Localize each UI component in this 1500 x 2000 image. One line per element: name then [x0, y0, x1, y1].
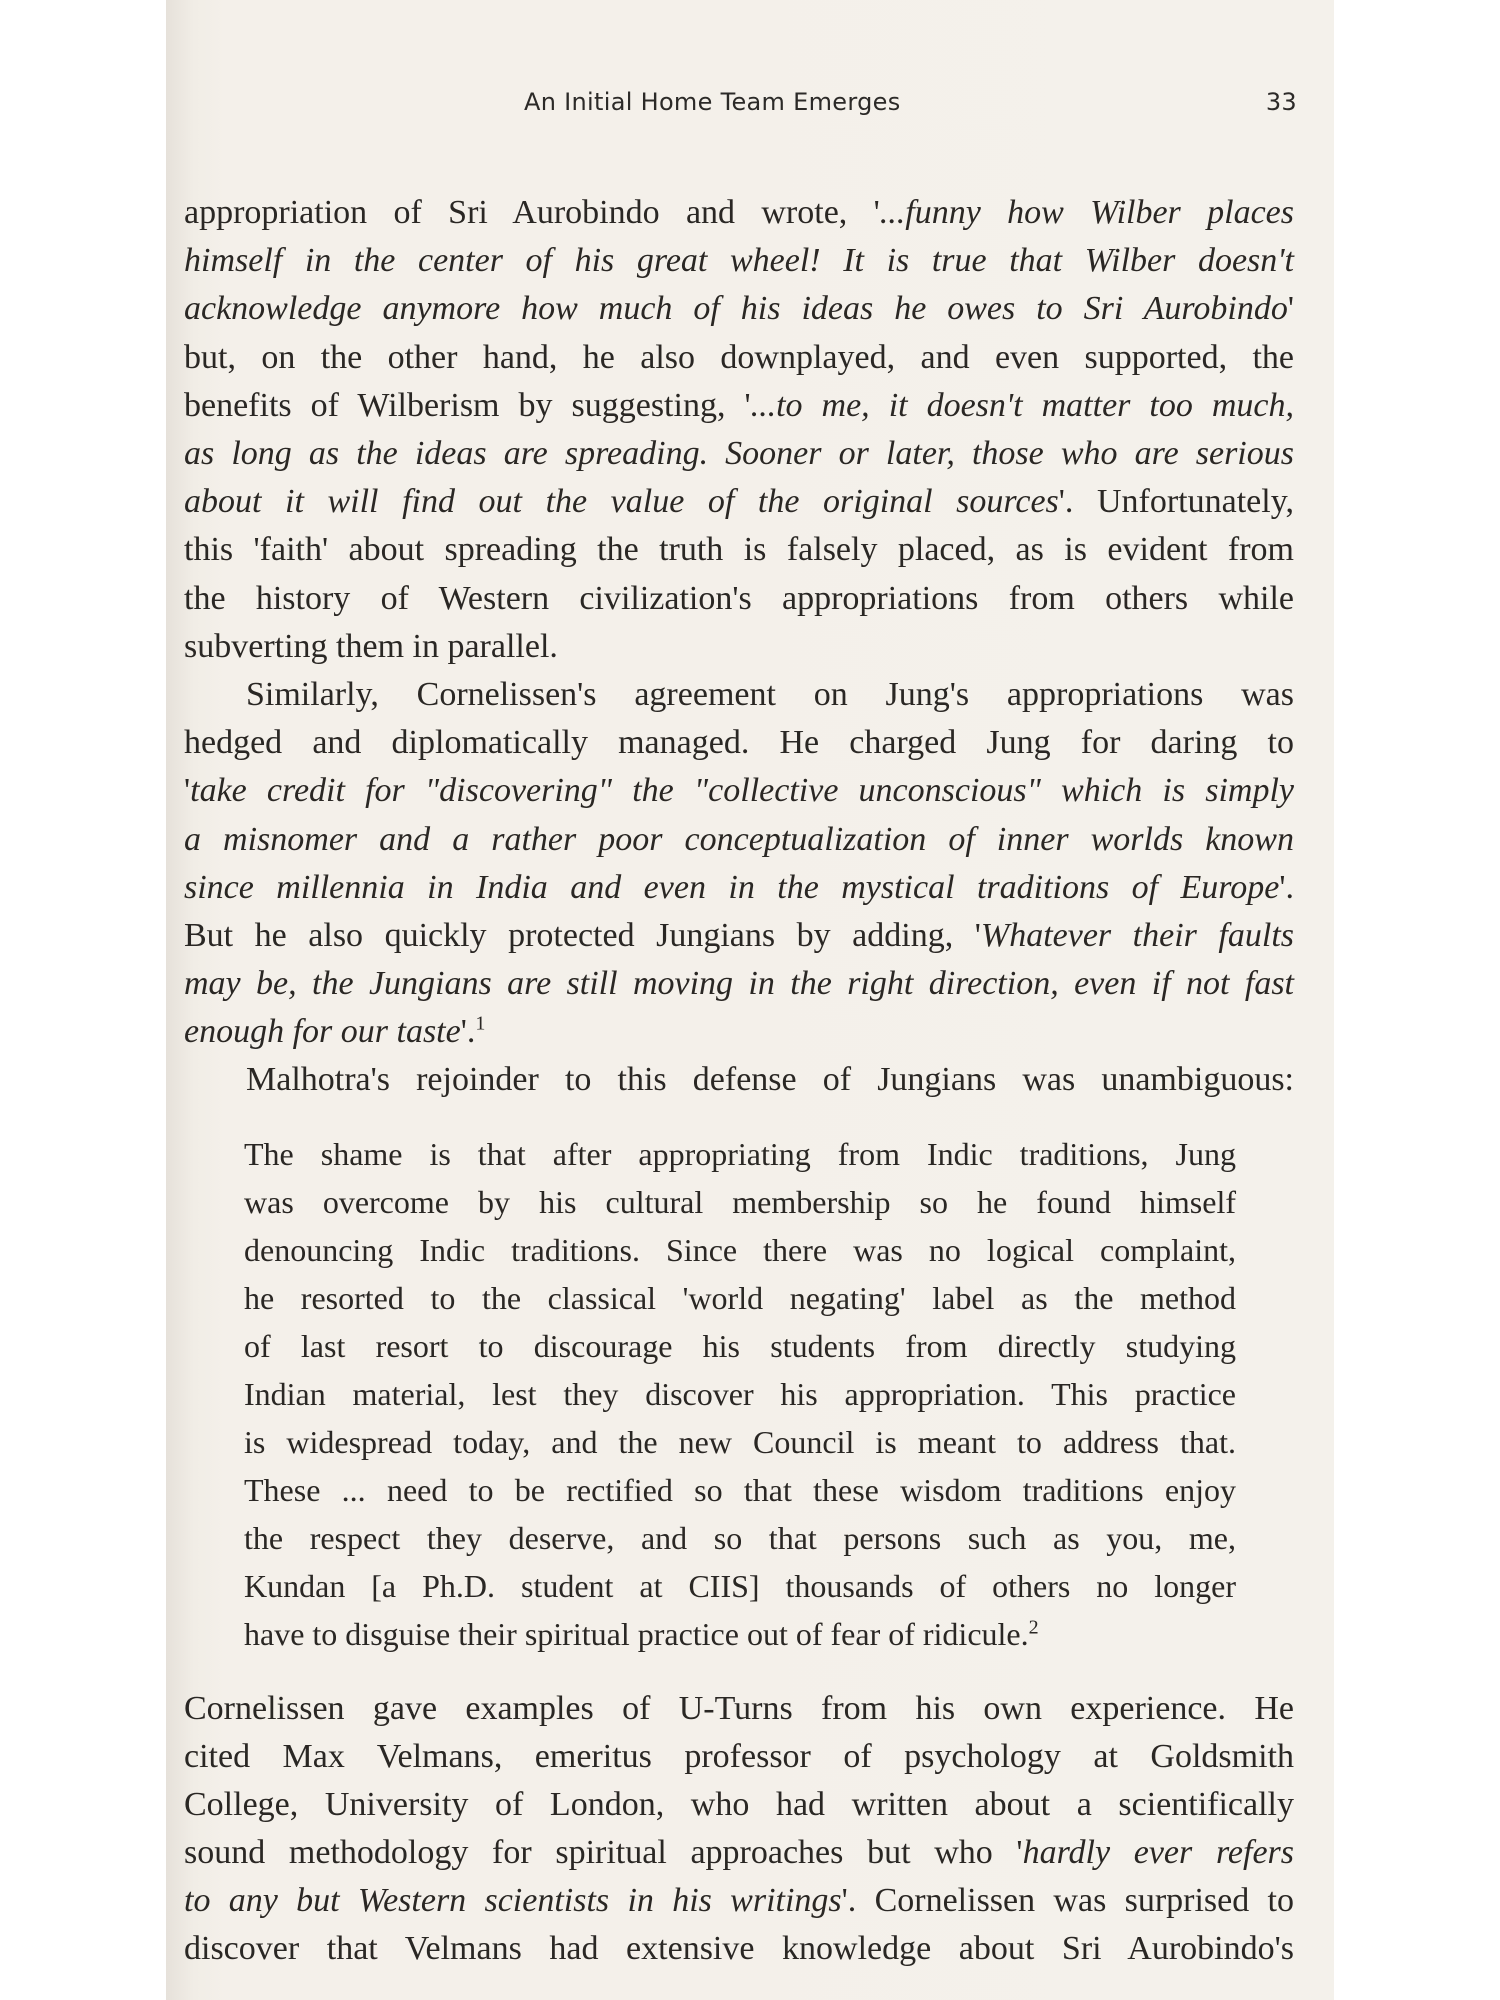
text-line	[184, 1829, 1294, 1877]
text-run: subverting them in parallel.	[184, 627, 558, 665]
text-run: Whatever their faults	[980, 917, 1294, 954]
text-line	[184, 285, 1294, 333]
text-run: '	[184, 772, 191, 810]
text-line	[184, 189, 1294, 237]
text-line	[244, 1226, 1236, 1274]
text-line	[184, 575, 1294, 623]
text-line	[244, 1514, 1236, 1562]
text-line	[184, 478, 1294, 526]
text-run: Malhotra's rejoinder to this defense of Jungians was unambiguous:	[246, 1061, 1294, 1098]
text-line	[184, 816, 1294, 864]
text-line	[184, 864, 1294, 912]
text-run: College, University of London, who had written about a scientifically	[184, 1786, 1294, 1823]
text-line	[184, 767, 1294, 815]
text-run: as long as the ideas are spreading. Sooner or later, those who are serious	[184, 435, 1294, 472]
text-line	[184, 237, 1294, 285]
text-line	[244, 1466, 1236, 1514]
page-number: 33	[1265, 88, 1297, 116]
text-run: he resorted to the classical 'world negating' label as the method	[244, 1280, 1236, 1316]
text-run: denouncing Indic traditions. Since there was no logical complaint,	[244, 1232, 1236, 1268]
text-line	[184, 912, 1294, 960]
text-run: of last resort to discourage his students from directly studying	[244, 1328, 1236, 1364]
text-line	[184, 526, 1294, 574]
book-page	[166, 0, 1334, 2000]
text-run: These ... need to be rectified so that these wisdom traditions enjoy	[244, 1472, 1236, 1508]
text-run: ...to me, it doesn't matter too much,	[750, 386, 1294, 424]
text-line	[184, 1008, 1294, 1056]
text-run: himself in the center of his great wheel! It is true that Wilber doesn't	[184, 242, 1294, 280]
text-run: '	[1287, 290, 1294, 328]
text-line	[244, 1562, 1236, 1610]
text-run: The shame is that after appropriating from Indic traditions, Jung	[244, 1136, 1236, 1172]
text-run: have to disguise their spiritual practice out of fear of ridicule.	[244, 1616, 1029, 1652]
text-run: a misnomer and a rather poor conceptualization of inner worlds known	[184, 820, 1294, 858]
text-run: Kundan [a Ph.D. student at CIIS] thousands of others no longer	[244, 1568, 1236, 1604]
text-run: Cornelissen gave examples of U-Turns from his own experience. He	[184, 1690, 1294, 1727]
text-run: '.	[1279, 868, 1294, 906]
text-run: '. Unfortunately,	[1058, 483, 1294, 521]
text-run: But he also quickly protected Jungians by adding, '	[184, 917, 981, 954]
text-line	[244, 1178, 1236, 1226]
text-run: acknowledge anymore how much of his ideas he owes to Sri Aurobindo	[184, 290, 1288, 328]
text-run: since millennia in India and even in the mystical traditions of Europe	[184, 868, 1280, 906]
text-line	[184, 430, 1294, 478]
text-run: appropriation of Sri Aurobindo and wrote, '	[184, 194, 880, 231]
footnote-ref: 1	[475, 1013, 486, 1036]
text-line	[184, 1781, 1294, 1829]
text-line	[244, 1322, 1236, 1370]
text-run: the respect they deserve, and so that persons such as you, me,	[244, 1520, 1236, 1556]
text-run: '. Cornelissen was surprised to	[841, 1882, 1294, 1919]
text-run: to any but Western scientists in his writings	[184, 1882, 842, 1919]
text-line	[244, 1610, 1236, 1658]
text-run: take credit for "discovering" the "collective unconscious" which is simply	[190, 772, 1294, 810]
text-run: benefits of Wilberism by suggesting, '	[184, 386, 751, 424]
text-line	[184, 1685, 1294, 1733]
text-line	[184, 719, 1294, 767]
text-run: discover that Velmans had extensive knowledge about Sri Aurobindo's	[184, 1930, 1294, 1967]
text-line	[184, 1733, 1294, 1781]
text-run: is widespread today, and the new Council is meant to address that.	[244, 1424, 1236, 1460]
text-line	[184, 623, 1294, 671]
text-run: cited Max Velmans, emeritus professor of psychology at Goldsmith	[184, 1738, 1294, 1775]
text-run: hardly ever refers	[1022, 1834, 1294, 1871]
text-line	[184, 671, 1294, 719]
running-title: An Initial Home Team Emerges	[524, 88, 901, 116]
text-run: sound methodology for spiritual approaches but who '	[184, 1834, 1023, 1871]
text-run: but, on the other hand, he also downplayed, and even supported, the	[184, 338, 1294, 376]
text-line	[244, 1370, 1236, 1418]
text-run: this 'faith' about spreading the truth is falsely placed, as is evident from	[184, 531, 1294, 569]
text-line	[184, 334, 1294, 382]
text-run: Similarly, Cornelissen's agreement on Jung's appropriations was	[246, 676, 1294, 713]
running-header	[166, 88, 1334, 128]
text-line	[244, 1274, 1236, 1322]
text-line	[184, 960, 1294, 1008]
text-line	[184, 1925, 1294, 1973]
text-line	[184, 1056, 1294, 1104]
text-run: about it will find out the value of the original sources	[184, 483, 1059, 521]
text-run: the history of Western civilization's appropriations from others while	[184, 579, 1294, 617]
text-line	[184, 1877, 1294, 1925]
text-line	[244, 1130, 1236, 1178]
text-run: hedged and diplomatically managed. He charged Jung for daring to	[184, 724, 1294, 762]
text-run: '.	[460, 1013, 476, 1051]
text-run: may be, the Jungians are still moving in the right direction, even if not fast	[184, 965, 1294, 1003]
text-run: ...funny how Wilber places	[879, 194, 1294, 231]
text-line	[184, 382, 1294, 430]
text-run: enough for our taste	[184, 1013, 461, 1051]
footnote-ref: 2	[1028, 1616, 1039, 1639]
text-run: was overcome by his cultural membership so he found himself	[244, 1184, 1236, 1220]
text-run: Indian material, lest they discover his appropriation. This practice	[244, 1376, 1236, 1412]
text-line	[244, 1418, 1236, 1466]
